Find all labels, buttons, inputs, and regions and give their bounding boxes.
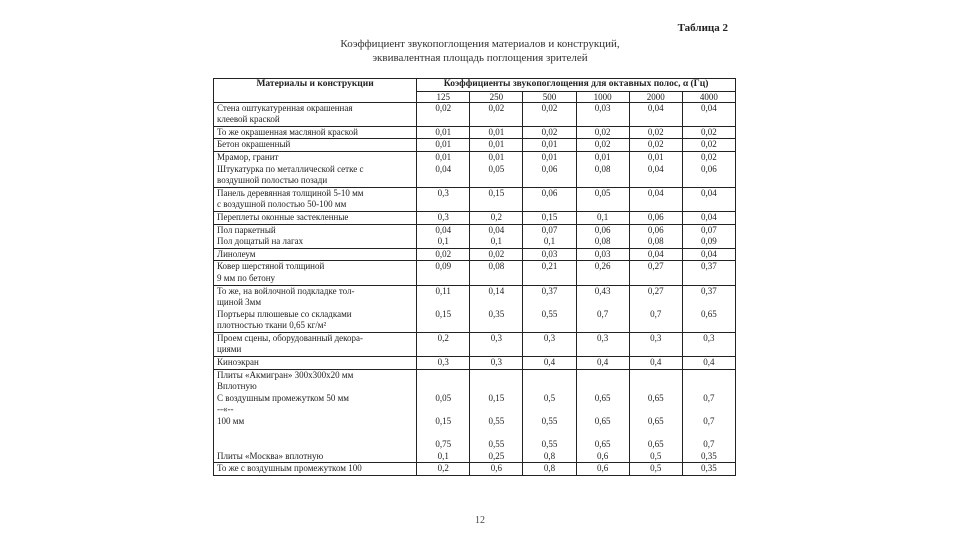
- coefficient-cell: 0,04 0,1: [470, 224, 523, 248]
- coefficient-cell: 0,26: [576, 261, 629, 285]
- coefficient-cell: 0,2: [417, 332, 470, 356]
- coefficient-cell: 0,02: [629, 126, 682, 139]
- coefficient-cell: 0,07 0,1: [523, 224, 576, 248]
- table-row: [214, 357, 736, 370]
- header-row: [214, 79, 736, 92]
- coefficient-cell: 0,3: [682, 332, 735, 356]
- coefficient-cell: 0,01 0,06: [523, 151, 576, 187]
- table-label: Таблица 2: [677, 22, 728, 34]
- material-cell: Плиты «Акмигран» 300х300х20 мм Вплотную С воздушным промежутком 50 мм --«-- 100 мм Плиты «Москва» вплотную: [214, 369, 417, 463]
- title-line-2: эквивалентная площадь поглощения зрителей: [372, 52, 588, 64]
- coefficient-cell: 0,7 0,7 0,7 0,35: [682, 369, 735, 463]
- coefficient-cell: 0,8: [523, 463, 576, 476]
- coefficient-cell: 0,5 0,55 0,55 0,8: [523, 369, 576, 463]
- coefficient-cell: 0,02: [576, 139, 629, 152]
- coefficient-cell: 0,01: [470, 126, 523, 139]
- coefficient-cell: 0,09: [417, 261, 470, 285]
- material-cell: То же, на войлочной подкладке тол- щиной 3мм Портьеры плюшевые со складками плотностью ткани 0,65 кг/м²: [214, 285, 417, 332]
- coefficient-cell: 0,2: [470, 211, 523, 224]
- coefficient-cell: 0,03: [576, 248, 629, 261]
- coefficient-cell: 0,6: [576, 463, 629, 476]
- coefficient-cell: 0,04: [629, 187, 682, 211]
- table-row: [214, 261, 736, 285]
- coefficient-cell: 0,06 0,08: [629, 224, 682, 248]
- coefficient-cell: 0,02: [417, 102, 470, 126]
- coefficient-cell: 0,02: [576, 126, 629, 139]
- material-cell: Стена оштукатуренная окрашенная клеевой краской: [214, 102, 417, 126]
- coefficient-cell: 0,15: [470, 187, 523, 211]
- coefficient-cell: 0,01 0,08: [576, 151, 629, 187]
- coefficient-cell: 0,43 0,7: [576, 285, 629, 332]
- coefficient-cell: 0,05: [576, 187, 629, 211]
- coefficient-cell: 0,11 0,15: [417, 285, 470, 332]
- coefficient-cell: 0,01: [523, 139, 576, 152]
- coefficient-cell: 0,02: [470, 248, 523, 261]
- coefficient-cell: 0,02: [523, 126, 576, 139]
- absorption-table: [213, 78, 736, 476]
- coefficient-cell: 0,07 0,09: [682, 224, 735, 248]
- table-row: [214, 248, 736, 261]
- table-row: [214, 102, 736, 126]
- coefficient-cell: 0,02: [417, 248, 470, 261]
- coefficient-cell: 0,03: [523, 248, 576, 261]
- frequency-header: 4000: [682, 91, 735, 102]
- table-row: [214, 126, 736, 139]
- table-title: [0, 37, 960, 65]
- coefficient-cell: 0,15 0,55 0,55 0,25: [470, 369, 523, 463]
- coefficient-cell: 0,3: [629, 332, 682, 356]
- material-cell: Бетон окрашенный: [214, 139, 417, 152]
- coefficient-cell: 0,4: [682, 357, 735, 370]
- coefficient-cell: 0,05 0,15 0,75 0,1: [417, 369, 470, 463]
- table-row: [214, 139, 736, 152]
- coefficient-cell: 0,65 0,65 0,65 0,5: [629, 369, 682, 463]
- header-coefficients: Коэффициенты звукопоглощения для октавных полос, α (Гц): [417, 79, 736, 92]
- coefficient-cell: 0,37 0,55: [523, 285, 576, 332]
- coefficient-cell: 0,02 0,06: [682, 151, 735, 187]
- coefficient-cell: 0,4: [576, 357, 629, 370]
- coefficient-cell: 0,3: [576, 332, 629, 356]
- coefficient-cell: 0,03: [576, 102, 629, 126]
- coefficient-cell: 0,02: [682, 139, 735, 152]
- material-cell: Ковер шерстяной толщиной 9 мм по бетону: [214, 261, 417, 285]
- coefficient-cell: 0,14 0,35: [470, 285, 523, 332]
- frequency-header: 2000: [629, 91, 682, 102]
- coefficient-cell: 0,01: [417, 139, 470, 152]
- table-row: [214, 151, 736, 187]
- coefficient-cell: 0,04: [682, 248, 735, 261]
- coefficient-cell: 0,4: [523, 357, 576, 370]
- frequency-header: 125: [417, 91, 470, 102]
- header-material: Материалы и конструкции: [214, 79, 417, 103]
- coefficient-cell: 0,3: [417, 357, 470, 370]
- coefficient-cell: 0,04 0,1: [417, 224, 470, 248]
- material-cell: То же с воздушным промежутком 100: [214, 463, 417, 476]
- coefficient-cell: 0,37 0,65: [682, 285, 735, 332]
- table-row: [214, 224, 736, 248]
- table-row: [214, 285, 736, 332]
- material-cell: Проем сцены, оборудованный декора- циями: [214, 332, 417, 356]
- coefficient-cell: 0,6: [470, 463, 523, 476]
- coefficient-cell: 0,04: [682, 102, 735, 126]
- coefficient-cell: 0,01 0,05: [470, 151, 523, 187]
- coefficient-cell: 0,21: [523, 261, 576, 285]
- frequency-header: 1000: [576, 91, 629, 102]
- coefficient-cell: 0,35: [682, 463, 735, 476]
- material-cell: Панель деревянная толщиной 5-10 мм с воздушной полостью 50-100 мм: [214, 187, 417, 211]
- coefficient-cell: 0,04: [629, 102, 682, 126]
- coefficient-cell: 0,02: [629, 139, 682, 152]
- coefficient-cell: 0,2: [417, 463, 470, 476]
- coefficient-cell: 0,01 0,04: [417, 151, 470, 187]
- coefficient-cell: 0,01: [470, 139, 523, 152]
- coefficient-cell: 0,3: [470, 332, 523, 356]
- coefficient-cell: 0,4: [629, 357, 682, 370]
- coefficient-cell: 0,65 0,65 0,65 0,6: [576, 369, 629, 463]
- coefficient-cell: 0,04: [629, 248, 682, 261]
- coefficient-cell: 0,01: [417, 126, 470, 139]
- frequency-header: 500: [523, 91, 576, 102]
- material-cell: Переплеты оконные застекленные: [214, 211, 417, 224]
- material-cell: Мрамор, гранит Штукатурка по металлической сетке с воздушной полостью позади: [214, 151, 417, 187]
- coefficient-cell: 0,5: [629, 463, 682, 476]
- table-row: [214, 187, 736, 211]
- coefficient-cell: 0,3: [523, 332, 576, 356]
- coefficient-cell: 0,02: [470, 102, 523, 126]
- material-cell: Пол паркетный Пол дощатый на лагах: [214, 224, 417, 248]
- page-number: 12: [475, 515, 485, 526]
- title-line-1: Коэффициент звукопоглощения материалов и конструкций,: [340, 38, 620, 50]
- coefficient-cell: 0,1: [576, 211, 629, 224]
- frequency-header: 250: [470, 91, 523, 102]
- table-row: [214, 332, 736, 356]
- coefficient-cell: 0,08: [470, 261, 523, 285]
- coefficient-cell: 0,04: [682, 211, 735, 224]
- coefficient-cell: 0,02: [682, 126, 735, 139]
- coefficient-cell: 0,3: [417, 187, 470, 211]
- table-row: [214, 463, 736, 476]
- coefficient-cell: 0,01 0,04: [629, 151, 682, 187]
- coefficient-cell: 0,15: [523, 211, 576, 224]
- coefficient-cell: 0,06 0,08: [576, 224, 629, 248]
- material-cell: Киноэкран: [214, 357, 417, 370]
- coefficient-cell: 0,04: [682, 187, 735, 211]
- coefficient-cell: 0,3: [470, 357, 523, 370]
- table-row: [214, 211, 736, 224]
- material-cell: То же окрашенная масляной краской: [214, 126, 417, 139]
- table-row: [214, 369, 736, 463]
- coefficient-cell: 0,02: [523, 102, 576, 126]
- coefficient-cell: 0,37: [682, 261, 735, 285]
- coefficient-cell: 0,06: [629, 211, 682, 224]
- coefficient-cell: 0,3: [417, 211, 470, 224]
- coefficient-cell: 0,27 0,7: [629, 285, 682, 332]
- coefficient-cell: 0,06: [523, 187, 576, 211]
- material-cell: Линолеум: [214, 248, 417, 261]
- coefficient-cell: 0,27: [629, 261, 682, 285]
